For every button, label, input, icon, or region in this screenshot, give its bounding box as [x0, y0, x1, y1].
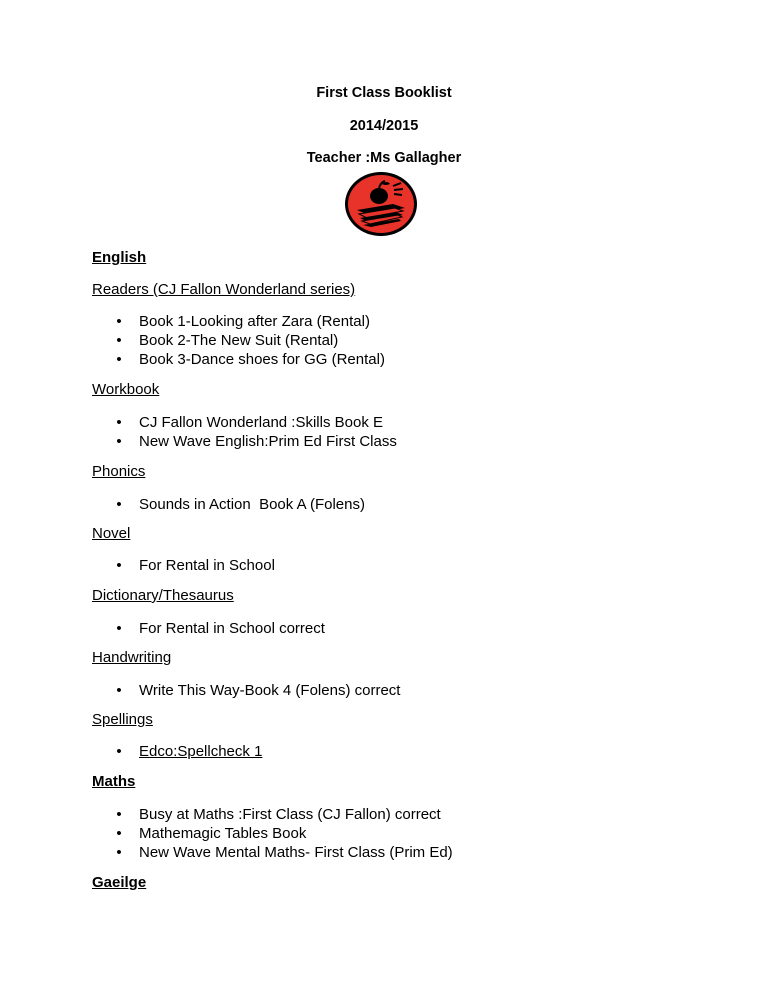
bullet-icon: •	[116, 332, 122, 349]
list-item: • New Wave Mental Maths- First Class (Prim Ed)	[92, 843, 453, 862]
list-item: • Mathemagic Tables Book	[92, 824, 453, 843]
subheading-workbook: Workbook	[92, 381, 160, 398]
list-readers	[92, 312, 385, 369]
list-item: • Write This Way-Book 4 (Folens) correct	[92, 681, 400, 700]
subheading-handwriting: Handwriting	[92, 649, 172, 666]
section-heading-maths: Maths	[92, 773, 136, 790]
page-title: First Class Booklist	[316, 85, 452, 101]
bullet-icon: •	[116, 496, 122, 513]
teacher-name: Teacher :Ms Gallagher	[306, 150, 462, 166]
list-dictionary	[92, 619, 325, 638]
subheading-novel: Novel	[92, 525, 131, 542]
list-maths	[92, 805, 453, 862]
bullet-icon: •	[116, 433, 122, 450]
bullet-icon: •	[116, 620, 122, 637]
list-item: • For Rental in School	[92, 556, 275, 575]
list-spellings	[92, 742, 262, 761]
list-item: • Book 3-Dance shoes for GG (Rental)	[92, 350, 385, 369]
subheading-dictionary: Dictionary/Thesaurus	[92, 587, 234, 604]
apple-books-icon	[343, 170, 419, 238]
bullet-icon: •	[116, 844, 122, 861]
list-item: • Edco:Spellcheck 1	[92, 742, 262, 761]
list-item: • For Rental in School correct	[92, 619, 325, 638]
subheading-phonics: Phonics	[92, 463, 146, 480]
bullet-icon: •	[116, 682, 122, 699]
list-novel	[92, 556, 275, 575]
list-item: • Sounds in Action Book A (Folens)	[92, 495, 365, 514]
list-handwriting	[92, 681, 400, 700]
bullet-icon: •	[116, 351, 122, 368]
list-item: • Busy at Maths :First Class (CJ Fallon) correct	[92, 805, 453, 824]
bullet-icon: •	[116, 414, 122, 431]
section-heading-english: English	[92, 249, 147, 266]
list-item: • New Wave English:Prim Ed First Class	[92, 432, 397, 451]
school-year: 2014/2015	[349, 118, 419, 134]
bullet-icon: •	[116, 806, 122, 823]
list-workbook	[92, 413, 397, 451]
bullet-icon: •	[116, 825, 122, 842]
list-item: • Book 2-The New Suit (Rental)	[92, 331, 385, 350]
list-phonics	[92, 495, 365, 514]
list-item: • Book 1-Looking after Zara (Rental)	[92, 312, 385, 331]
bullet-icon: •	[116, 557, 122, 574]
list-item: • CJ Fallon Wonderland :Skills Book E	[92, 413, 397, 432]
subheading-readers: Readers (CJ Fallon Wonderland series)	[92, 281, 356, 298]
section-heading-gaeilge: Gaeilge	[92, 874, 147, 891]
subheading-spellings: Spellings	[92, 711, 153, 728]
bullet-icon: •	[116, 313, 122, 330]
bullet-icon: •	[116, 743, 122, 760]
